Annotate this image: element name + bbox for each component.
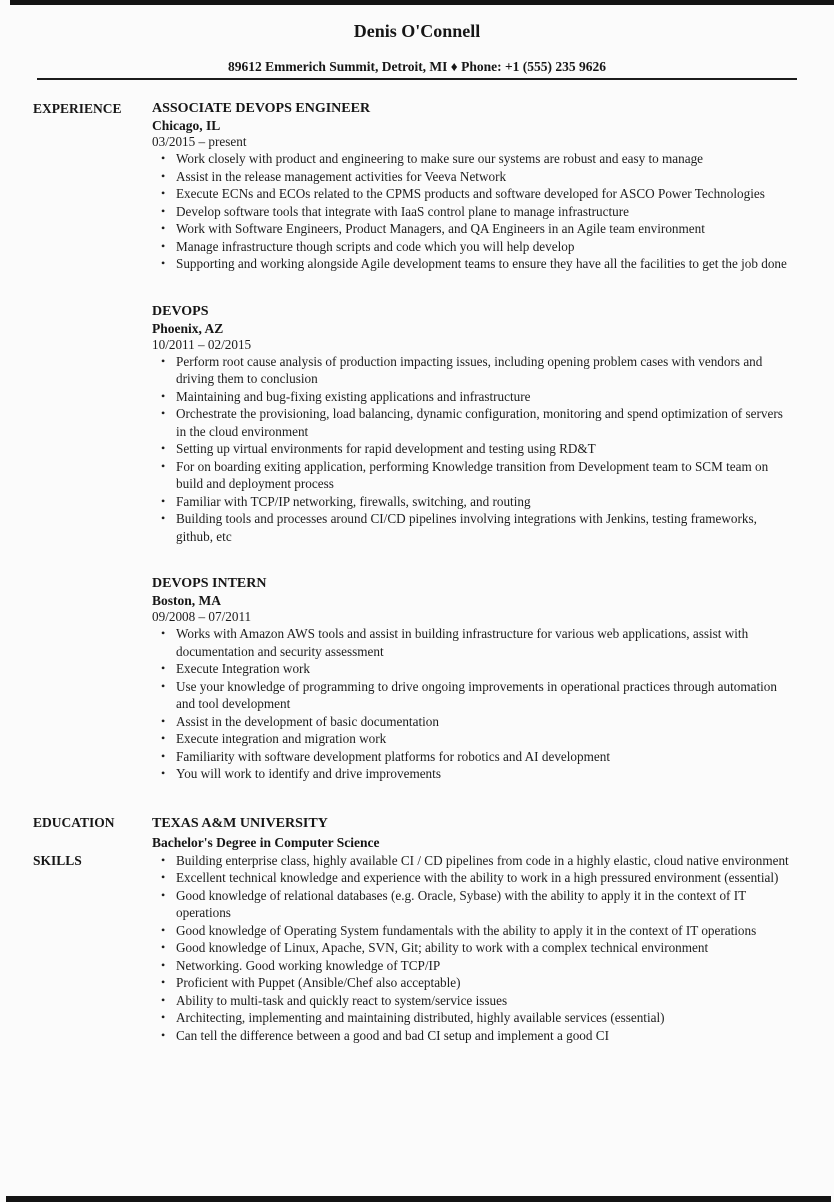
section-experience [33,100,792,783]
job-title: DEVOPS INTERN [152,576,267,591]
bullet-item: • For on boarding exiting application, performing Knowledge transition from Development team to SCM team on build and deployment process [152,458,792,493]
job-location: Chicago, IL [152,118,221,133]
bullet-item: • Building tools and processes around CI/CD pipelines involving integrations with Jenkins, testing frameworks, github, etc [152,510,792,545]
bullet-item: • Good knowledge of Operating System fundamentals with the ability to apply it in the context of IT operations [152,922,792,940]
job-entry [152,575,792,783]
job-entry [152,100,792,273]
bullet-item: • Manage infrastructure though scripts and code which you will help develop [152,238,792,256]
candidate-name: Denis O'Connell [353,21,481,41]
job-bullet-list [152,353,792,546]
bullet-item: • Architecting, implementing and maintaining distributed, highly available services (essential) [152,1009,792,1027]
bullet-item: • Execute Integration work [152,660,792,678]
job-bullet-list [152,150,792,273]
skills-section-label: SKILLS [33,852,82,868]
bullet-item: • Good knowledge of relational databases (e.g. Oracle, Sybase) with the ability to apply it in the context of IT operations [152,887,792,922]
job-bullet-list [152,625,792,783]
bullet-item: • Ability to multi-task and quickly react to system/service issues [152,992,792,1010]
bullet-item: • Orchestrate the provisioning, load balancing, dynamic configuration, monitoring and spend optimization of servers in the cloud environment [152,405,792,440]
job-location: Phoenix, AZ [152,320,224,336]
education-degree: Bachelor's Degree in Computer Science [152,834,380,850]
education-school: TEXAS A&M UNIVERSITY [152,815,328,831]
bullet-item: • Assist in the development of basic documentation [152,713,792,731]
bullet-item: • Use your knowledge of programming to drive ongoing improvements in operational practices through automation and tool development [152,678,792,713]
education-section-label: EDUCATION [33,814,115,830]
bullet-item: • Proficient with Puppet (Ansible/Chef also acceptable) [152,974,792,992]
resume-body [0,80,834,1044]
section-education [33,814,792,852]
bullet-item: • Setting up virtual environments for rapid development and testing using RD&T [152,440,792,458]
bullet-item: • Good knowledge of Linux, Apache, SVN, Git; ability to work with a complex technical environment [152,939,792,957]
job-title: DEVOPS [152,303,209,319]
bullet-item: • Supporting and working alongside Agile development teams to ensure they have all the facilities to get the job done [152,255,792,273]
education-details [152,814,792,852]
bullet-item: • Building enterprise class, highly available CI / CD pipelines from code in a highly elastic, cloud native environment [152,852,792,870]
job-location: Boston, MA [152,593,222,608]
bullet-item: • Execute ECNs and ECOs related to the CPMS products and software developed for ASCO Power Technologies [152,185,792,203]
bullet-item: • Networking. Good working knowledge of TCP/IP [152,957,792,975]
job-title: ASSOCIATE DEVOPS ENGINEER [152,101,371,116]
experience-section-label: EXPERIENCE [33,101,122,116]
job-dates: 10/2011 – 02/2015 [152,336,252,352]
experience-jobs [152,100,792,783]
contact-line: 89612 Emmerich Summit, Detroit, MI ♦ Phone: +1 (555) 235 9626 [227,59,607,74]
bullet-item: • Familiar with TCP/IP networking, firewalls, switching, and routing [152,493,792,511]
bullet-item: • Assist in the release management activities for Veeva Network [152,168,792,186]
resume-header [0,0,834,80]
bullet-item: • Work closely with product and engineering to make sure our systems are robust and easy to manage [152,150,792,168]
bullet-item: • Excellent technical knowledge and experience with the ability to work in a high pressured environment (essential) [152,869,792,887]
bullet-item: • Works with Amazon AWS tools and assist in building infrastructure for various web applications, assist with documentation and security assessment [152,625,792,660]
skills-details [152,852,792,1045]
bullet-item: • Maintaining and bug-fixing existing applications and infrastructure [152,388,792,406]
bottom-border-bar [6,1196,831,1202]
bullet-item: • Familiarity with software development platforms for robotics and AI development [152,748,792,766]
skills-bullet-list [152,852,792,1045]
bullet-item: • Perform root cause analysis of production impacting issues, including opening problem cases with vendors and driving them to conclusion [152,353,792,388]
bullet-item: • Work with Software Engineers, Product Managers, and QA Engineers in an Agile team environment [152,220,792,238]
bullet-item: • Can tell the difference between a good and bad CI setup and implement a good CI [152,1027,792,1045]
bullet-item: • You will work to identify and drive improvements [152,765,792,783]
top-border-bar [10,0,834,5]
job-dates: 03/2015 – present [152,134,247,149]
job-entry [152,303,792,546]
job-dates: 09/2008 – 07/2011 [152,609,252,624]
bullet-item: • Execute integration and migration work [152,730,792,748]
bullet-item: • Develop software tools that integrate with IaaS control plane to manage infrastructure [152,203,792,221]
section-skills [33,852,792,1045]
